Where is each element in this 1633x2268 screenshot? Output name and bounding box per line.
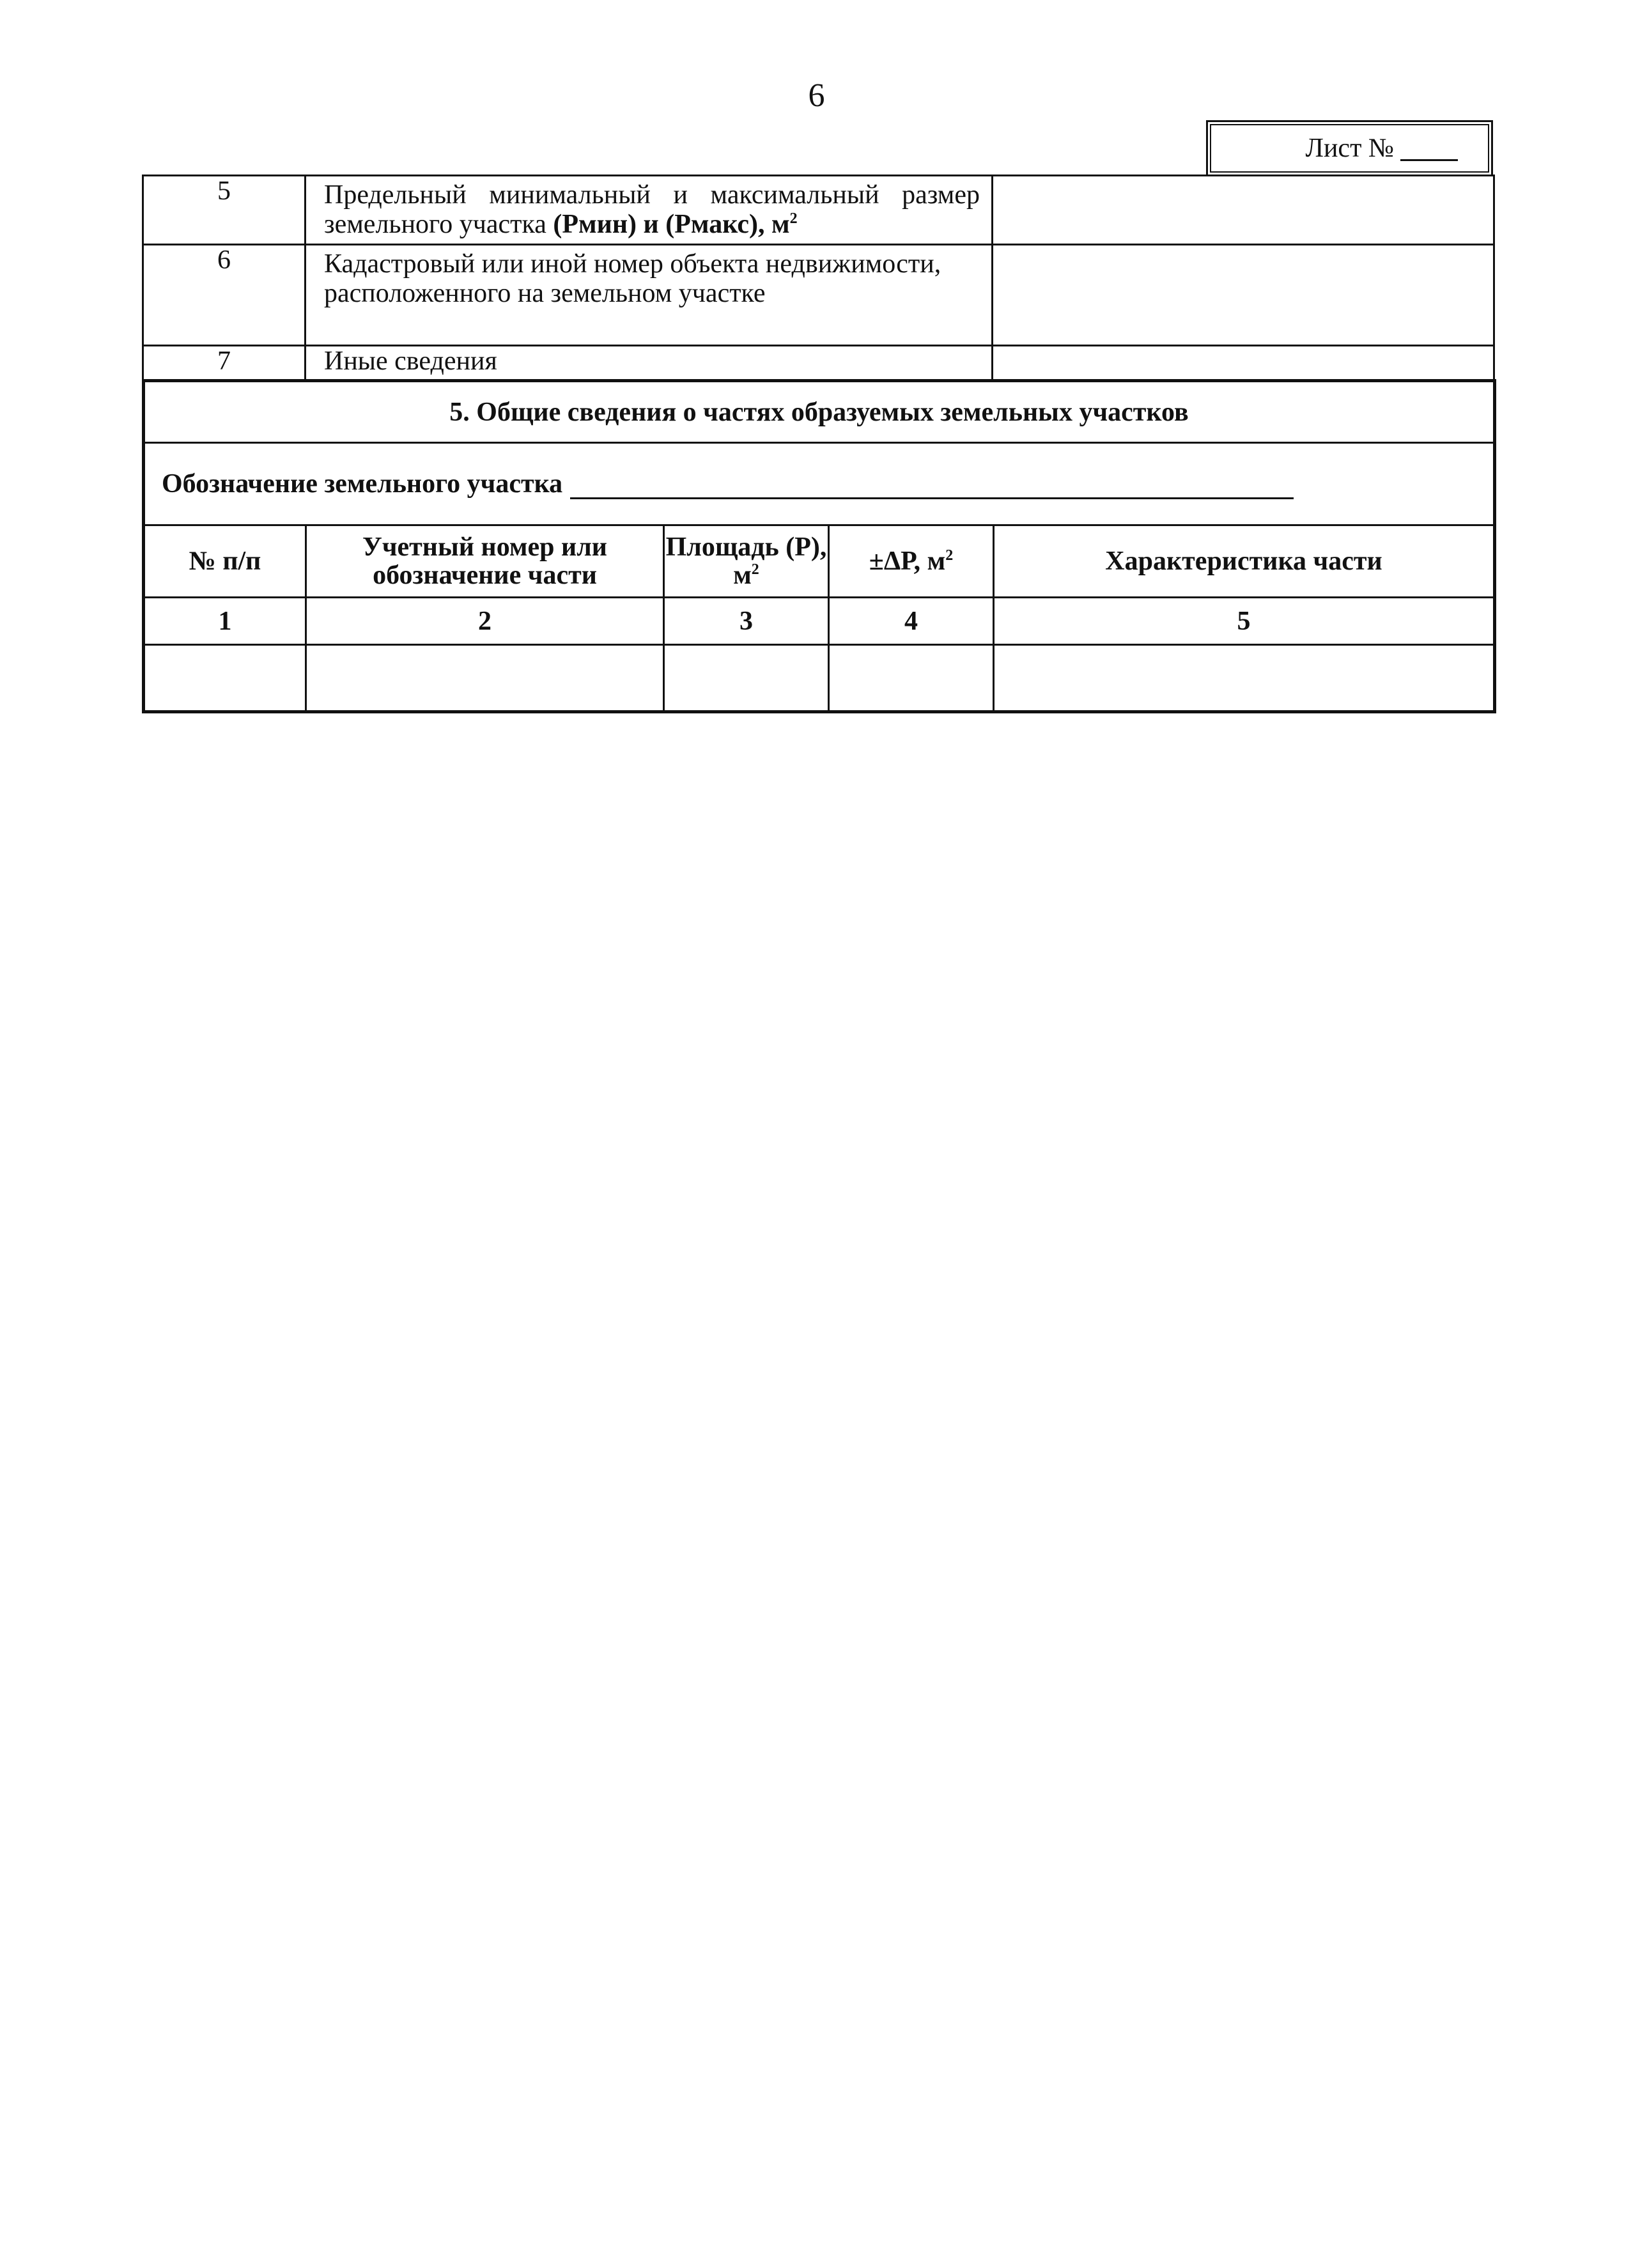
row-description (306, 176, 993, 245)
table-row (143, 346, 1494, 381)
column-number-row (144, 598, 1495, 645)
row-text-part: земельного участка (324, 210, 553, 239)
column-number: 1 (144, 598, 306, 645)
row-value-cell[interactable] (993, 176, 1494, 245)
row-bold-part: (Рмин) и (Рмакс), м (553, 210, 790, 239)
page-number: 6 (808, 77, 825, 114)
sheet-number-blank[interactable] (1400, 136, 1458, 161)
row-number: 5 (143, 176, 306, 245)
superscript: 2 (945, 547, 954, 564)
table-row (144, 645, 1495, 712)
sheet-number-box (1206, 120, 1493, 176)
column-header: Характеристика части (994, 525, 1495, 598)
column-number: 5 (994, 598, 1495, 645)
empty-cell[interactable] (829, 645, 994, 712)
row-description-line: Предельный минимальный и максимальный размер (324, 180, 980, 210)
row-number: 7 (143, 346, 306, 381)
designation-row (144, 443, 1495, 525)
empty-cell[interactable] (144, 645, 306, 712)
designation-label: Обозначение земельного участка (162, 469, 563, 499)
row-description: Иные сведения (306, 346, 993, 381)
sheet-label: Лист № (1305, 134, 1394, 163)
section5-table (142, 379, 1496, 713)
column-number: 3 (664, 598, 829, 645)
empty-cell[interactable] (994, 645, 1495, 712)
row-value-cell[interactable] (993, 346, 1494, 381)
column-number: 2 (306, 598, 664, 645)
column-header (829, 525, 994, 598)
column-header: № п/п (144, 525, 306, 598)
empty-cell[interactable] (306, 645, 664, 712)
column-header (664, 525, 829, 598)
designation-input[interactable] (570, 469, 1294, 499)
empty-cell[interactable] (664, 645, 829, 712)
table-row (143, 245, 1494, 346)
section-title: 5. Общие сведения о частях образуемых земельных участков (144, 381, 1495, 443)
column-header-text: Площадь (Р), м (665, 532, 827, 590)
column-header-text: ±ΔР, м (869, 547, 946, 576)
superscript: 2 (751, 561, 759, 578)
row-description: Кадастровый или иной номер объекта недвижимости, расположенного на земельном участке (306, 245, 993, 346)
superscript: 2 (789, 210, 798, 227)
row-number: 6 (143, 245, 306, 346)
column-header: Учетный номер или обозначение части (306, 525, 664, 598)
row-description-line (324, 210, 980, 239)
row-value-cell[interactable] (993, 245, 1494, 346)
column-number: 4 (829, 598, 994, 645)
land-plot-info-table (142, 175, 1495, 382)
column-header-row (144, 525, 1495, 598)
table-row (143, 176, 1494, 245)
